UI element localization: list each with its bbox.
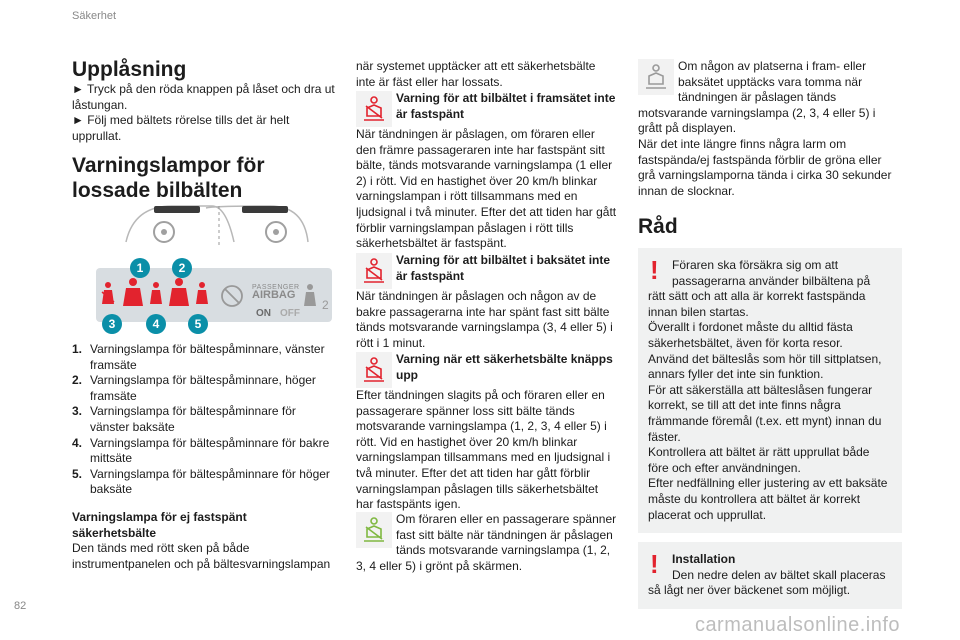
list-item: 3. Varningslampa för bältespåminnare för vänster baksäte	[72, 404, 296, 434]
seatbelt-grey-icon	[638, 59, 674, 95]
dashboard-illustration	[124, 202, 314, 248]
callout-2: 2	[172, 258, 192, 278]
grey-info: Om någon av platserna i fram- eller baksätet upptäcks vara tomma när tändningen är påslagen tänds motsvarande varningslampa (2, 3, 4 eller 5) i grått på displayen. När det inte längre finns några larm om fastspända/ej fastspända förblir de gröna eller grå varningslamporna tända i cirka 30 sekunder innan de slocknar.	[638, 59, 892, 198]
unlock-title: Upplåsning	[72, 58, 187, 81]
seatbelt-icons	[90, 258, 338, 332]
list-item: 4. Varningslampa för bältespåminnare för bakre mittsäte	[72, 435, 330, 466]
panel-off-label: OFF	[280, 308, 300, 319]
seatbelt-green-icon	[356, 512, 392, 548]
unlock-step-2: ► Följ med bältets rörelse tills det är helt upprullat.	[72, 113, 290, 143]
callout-3: 3	[102, 314, 122, 334]
callout-1: 1	[130, 258, 150, 278]
callout-4: 4	[146, 314, 166, 334]
panel-side-number: 2	[322, 298, 329, 312]
watermark: carmanualsonline.info	[694, 614, 900, 636]
advice-box: ! Föraren ska försäkra sig om att passagerarna använder bilbältena på rätt sätt och att alla är korrekt fastspända innan bilen startas. Överallt i fordonet måste du alltid fästa säkerhetsbältet, även för korta resor. Använd det bälteslås som hör till sittplatsen, annars fyller det inte sin funktion. För att säkerställa att bälteslåsen fungerar korrekt, se till att det inte finns några främmande föremål (t.ex. ett mynt) innan du fäster. Kontrollera att bältet är rätt upprullat både före och efter användningen. Efter nedfällning eller justering av ett baksäte måste du kontrollera att bältet är korrekt placerat och upprullat.	[638, 248, 902, 533]
warning-exclamation-icon: !	[650, 255, 659, 285]
seatbelt-panel	[90, 258, 338, 332]
panel-on-label: ON	[256, 308, 271, 319]
lamps-title: Varningslampor för lossade bilbälten	[72, 154, 265, 202]
warning-exclamation-icon: !	[650, 549, 659, 579]
green-info: Om föraren eller en passagerare spänner fast sitt bälte när tändningen är påslagen tänds motsvarande varningslampa (1, 2, 3, 4 eller 5) i grönt på skärmen.	[356, 512, 617, 573]
seatbelt-red-icon	[356, 91, 392, 127]
unbuckle-warning: Varning när ett säkerhetsbälte knäpps upp Efter tändningen slagits på och föraren eller en passagerare spänner loss sitt bälte tänds motsvarande varningslampa (1, 2, 3, 4 eller 5) i rött. Vid en hastighet över 20 km/h blinkar varningslampan tillsammans med en ljudsignal i två minuter. Efter det att tiden har gått förblir varningslampan påslagen tills säkerhetsbältet har fastspänts igen.	[356, 352, 613, 512]
unbuckled-text: Den tänds med rött sken på både instrumentpanelen och på bältesvarningslampan	[72, 541, 331, 571]
panel-airbag-label: AIRBAG	[252, 289, 296, 301]
callout-5: 5	[188, 314, 208, 334]
front-warning: Varning för att bilbältet i framsätet inte är fastspänt När tändningen är påslagen, om föraren eller den främre passageraren inte har fastspänt sitt bälte, tänds motsvarande varningslampa (1 eller 2) i rött. Vid en hastighet över 20 km/h blinkar varningslampan i rött tillsammans med en ljudsignal i två minuter. Efter det att tiden har gått förblir varningslampan påslagen i rött tills säkerhetsbältet är fastspänt.	[356, 91, 617, 251]
installation-box: ! Installation Den nedre delen av bältet skall placeras så lågt ner över bäckenet som möjligt.	[638, 542, 902, 609]
panel-passenger-label: PASSENGER	[252, 284, 300, 291]
rear-warning: Varning för att bilbältet i baksätet inte är fastspänt När tändningen är påslagen och någon av de bakre passagerarna inte har spänt fast sitt bälte tänds motsvarande varningslampa (3, 4 eller 5) i rött i 1 minut.	[356, 253, 613, 350]
advice-title: Råd	[638, 215, 678, 238]
list-item: 2. Varningslampa för bältespåminnare, höger framsäte	[72, 373, 316, 403]
running-header: Säkerhet	[72, 10, 117, 22]
list-item: 5. Varningslampa för bältespåminnare för höger baksäte	[72, 466, 330, 497]
col2-intro: när systemet upptäcker att ett säkerhetsbälte inte är fäst eller har lossats.	[356, 59, 596, 89]
seatbelt-red-icon	[356, 352, 392, 388]
list-item: 1. Varningslampa för bältespåminnare, vänster framsäte	[72, 342, 325, 372]
page-number: 82	[14, 600, 27, 612]
seatbelt-red-icon	[356, 253, 392, 289]
unbuckled-title: Varningslampa för ej fastspänt säkerhetsbälte	[72, 510, 247, 540]
lamp-list	[72, 342, 336, 498]
unlock-step-1: ► Tryck på den röda knappen på låset och dra ut låstungan.	[72, 82, 335, 112]
